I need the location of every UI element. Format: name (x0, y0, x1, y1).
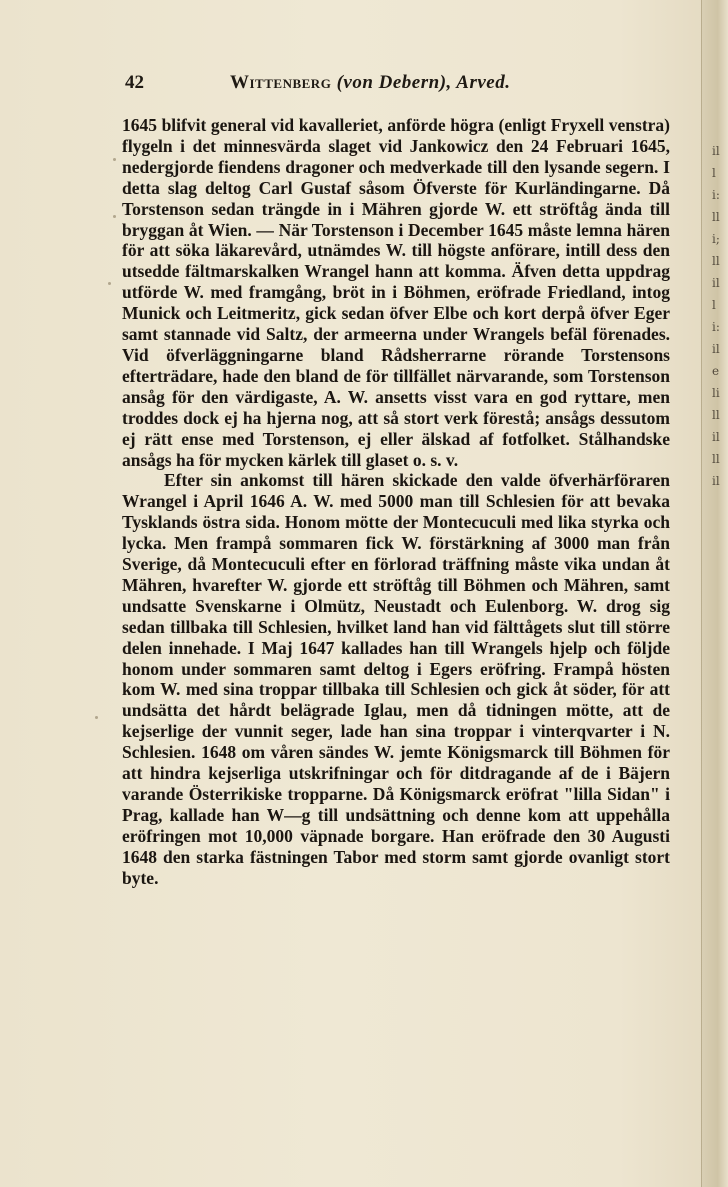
paper-speck (108, 282, 111, 285)
bleed-through-marks: illi:lli;llilli:ilelillilllil (712, 144, 720, 488)
running-title-name: Wittenberg (230, 72, 332, 93)
paper-speck (113, 158, 116, 161)
page-number: 42 (125, 72, 144, 93)
page-gutter (701, 0, 728, 1187)
paper-speck (95, 716, 98, 719)
paragraph-2: Efter sin ankomst till hären skickade den valde öfverhärföraren Wrangel i April 1646 A. W. med 5000 man till Schlesien för att bevaka Tysklands östra sida. Honom mötte der Montecuculi med lika styrka och lycka. Men frampå sommaren fick W. förstärkning af 3000 man från Sverige, då Montecuculi efter en förlorad träffning måste vika undan åt Mähren, hvarefter W. gjorde ett ströftåg till Böhmen och Mähren, samt undsatte Svenskarne i Olmütz, Neustadt och Eulenborg. W. drog sig sedan tillbaka till Schlesien, hvilket land han vid fälttågets slut till större delen innehade. I Maj 1647 kallades han till Wrangels hjelp och följde honom under sommaren samt deltog i Egers eröfring. Frampå hösten kom W. med sina troppar tillbaka till Schlesien och gick åt söder, för att undsätta det hårdt belägrade Iglau, men då tidningen mötte, att de kejserlige der vunnit seger, lade han sina troppar i vinterqvarter i N. Schlesien. 1648 om våren sändes W. jemte Königsmarck till Böhmen för att hindra kejserliga utskrifningar och för ditdragande af de i Bäjern varande Österrikiske tropparne. Då Königsmarck eröfrat "lilla Sidan" i Prag, kallade han W—g till undsättning och denne kom att uppehålla eröfringen mot 10,000 väpnade borgare. Han eröfrade den 30 Augusti 1648 den starka fästningen Tabor med storm samt gjorde ovanligt stort byte. (122, 470, 670, 888)
paragraph-1: 1645 blifvit general vid kavalleriet, anförde högra (enligt Fryxell venstra) flygeln i det minnesvärda slaget vid Jankowicz den 24 Februari 1645, nedergjorde fiendens dragoner och medverkade till den lysande segern. I detta slag deltog Carl Gustaf såsom Öfverste för Kurländingarne. Då Torstenson sedan trängde in i Mähren gjorde W. ett ströftåg ända till bryggan åt Wien. — När Torstenson i December 1645 måste lemna hären för att söka läkarevård, utnämdes W. till högste anförare, intill dess den utsedde fältmarskalken Wrangel hann att komma. Äfven detta uppdrag utförde W. med framgång, bröt in i Böhmen, eröfrade Friedland, intog Munick och Leitmeritz, gick sedan öfver Elbe och kort derpå öfver Eger samt stannade vid Saltz, der armeerna under Wrangels befäl förenades. Vid öfverläggningarne bland Rådsherrarne rörande Torstensons efterträdare, hade den bland de för tillfället närvarande, som Torstenson ansåg för den värdigaste, A. W. ansetts visst vara en god ryttare, men troddes dock ej ha hjerna nog, att så stort verk förestå; ansågs dessutom ej rätt ense med Torstenson, ej eller älskad af fotfolket. Stålhandske ansågs ha för mycken kärlek till glaset o. s. v. (122, 115, 670, 470)
running-header (125, 72, 675, 100)
body-text (122, 115, 670, 889)
running-title-rest: (von Debern), Arved. (336, 72, 511, 93)
paper-speck (113, 215, 116, 218)
running-title (230, 72, 511, 94)
